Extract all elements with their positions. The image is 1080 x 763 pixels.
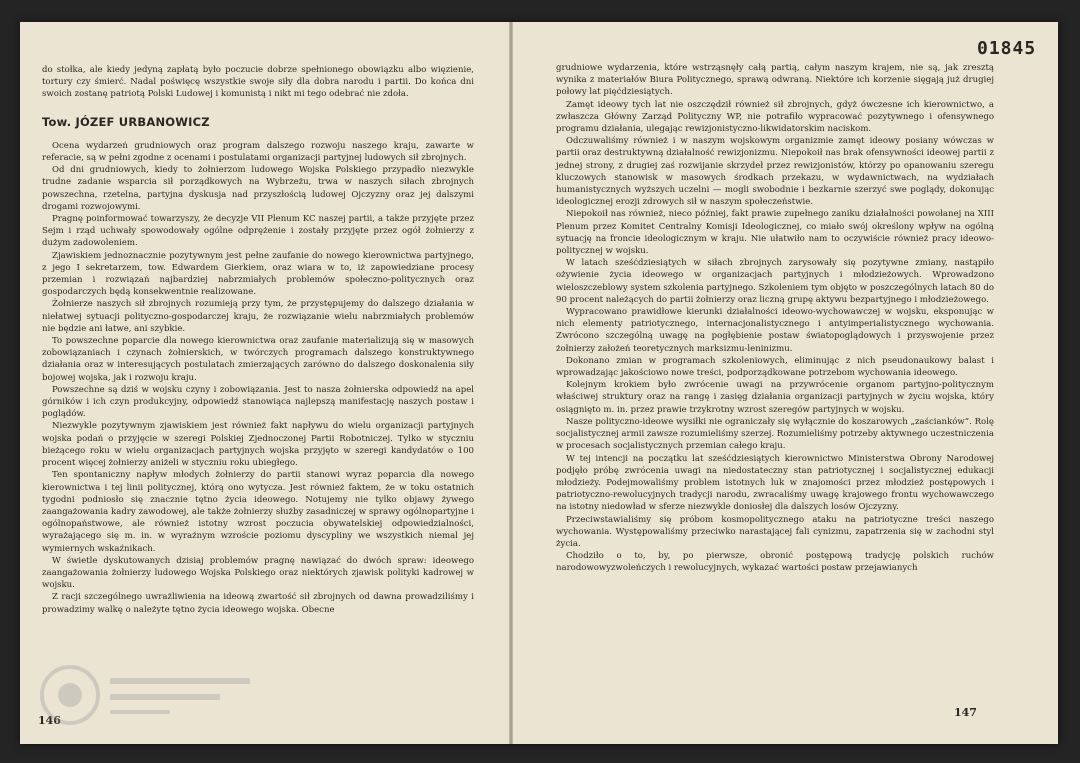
right-page: [513, 22, 1058, 744]
paragraph: Ten spontaniczny napływ młodych żołnierzy do partii stanowi wyraz poparcia dla nowego kierownictwa i tej linii politycznej, którą ono wytycza. Jest również faktem, że w toku ostatnich tygodni podniosło się znacznie tętno życia ideowego. Notujemy nie tylko objawy żywego zaangażowania kadry zawodowej, ale także żołnierzy służby zasadniczej w sprawy ogólnopartyjne i ogólnopaństwowe, ale również istotny wzrost poczucia obywatelskiej odpowiedzialności, wyrażającego się m. in. w wyraźnym wzroście poziomu dyscypliny we wszystkich niemal jej wymiernych wskaźnikach.: [42, 470, 474, 554]
speaker-heading: Tow. JÓZEF URBANOWICZ: [42, 114, 210, 129]
paragraph: Wypracowano prawidłowe kierunki działalności ideowo-wychowawczej w wojsku, eksponując w nich elementy patriotycznego, internacjonalistycznego i antyimperialistycznego wychowania. Zwrócono szczególną uwagę na pogłębienie postaw światopoglądowych i przyswojenie przez żołnierzy założeń teoretycznych marksizmu-leninizmu.: [556, 307, 994, 354]
paragraph: Przeciwstawialiśmy się próbom kosmopolitycznego ataku na patriotyczne treści naszego wychowania. Występowaliśmy przeciwko narastającej fali cynizmu, zapatrzenia się w zachodni styl życia.: [556, 514, 994, 549]
book-gutter: [509, 22, 513, 744]
paragraph: Zjawiskiem jednoznacznie pozytywnym jest pełne zaufanie do nowego kierownictwa partyjnego, z jego I sekretarzem, tow. Edwardem Gierkiem, oraz wiara w to, iż zapowiedziane procesy przemian i rozwiązań najbardziej nabrzmiałych problemów społeczno-politycznych oraz gospodarczych będą konsekwentnie realizowane.: [42, 250, 474, 298]
paragraph: Powszechne są dziś w wojsku czyny i zobowiązania. Jest to nasza żołnierska odpowiedź na apel górników i ich czyn produkcyjny, odpowiedź stanowiąca najlepszą manifestację naszych postaw i poglądów.: [42, 384, 474, 420]
paragraph: Niezwykle pozytywnym zjawiskiem jest również fakt napływu do wielu organizacji partyjnych wojska podań o przyjęcie w szeregi Polskiej Zjednoczonej Partii Robotniczej. Tylko w styczniu bieżącego roku w wielu organizacjach partyjnych wojska przyjęto w szeregi kandydatów o 100 procent więcej żołnierzy aniżeli w styczniu roku ubiegłego.: [42, 421, 474, 469]
paragraph: grudniowe wydarzenia, które wstrząsnęły całą partią, całym naszym krajem, nie są, jak zresztą wynika z materiałów Biura Politycznego, sprawą odwraną. Niektóre ich korzenie sięgają już drugiej połowy lat pięćdziesiątych.: [556, 63, 994, 98]
page-number-right: 147: [954, 706, 977, 719]
paragraph: To powszechne poparcie dla nowego kierownictwa oraz zaufanie materializują się w masowych zobowiązaniach i czynach żołnierskich, w twórczych programach dalszego konstruktywnego działania oraz w interesujących postulatach zmierzających zarówno do dalszego doskonalenia siły bojowej wojska, jak i rozwoju kraju.: [42, 336, 474, 383]
paragraph: Kolejnym krokiem było zwrócenie uwagi na przywrócenie organom partyjno-politycznym właściwej struktury oraz na rangę i zasięg działania organizacji partyjnych w życiu wojska, który osiągnięto m. in. przez prawie trzykrotny wzrost szeregów partyjnych w wojsku.: [556, 380, 994, 415]
paragraph: Nasze polityczno-ideowe wysiłki nie ograniczały się wyłącznie do koszarowych „zaścianków”. Rolę socjalistycznej armii zawsze rozumieliśmy szerzej. Rozumieliśmy potrzeby aktywnego uczestniczenia w procesach socjalistycznych przemian całego kraju.: [556, 416, 994, 452]
paragraph: Chodziło o to, by, po pierwsze, obronić postępową tradycję polskich ruchów narodowowyzwoleńczych i rewolucyjnych, wykazać wartości postaw przejawianych: [556, 551, 994, 574]
right-page-text: [556, 62, 994, 575]
paragraph: Zamęt ideowy tych lat nie oszczędził również sił zbrojnych, gdyż ówczesne ich kierownictwo, a zwłaszcza Główny Zarząd Polityczny WP, nie potrafiło wypracować pozytywnego i ofensywnego programu działania, ulegając rewizjonistyczno-likwidatorskim naciskom.: [556, 99, 994, 135]
archive-stamp-number: 01845: [977, 38, 1037, 59]
paragraph: Dokonano zmian w programach szkoleniowych, eliminując z nich pseudonaukowy balast i wprowadzając jakościowo nowe treści, podporządkowane potrzebom wychowania ideowego.: [556, 355, 994, 379]
paragraph: Niepokoił nas również, nieco później, fakt prawie zupełnego zaniku działalności powołanej na XIII Plenum przez Komitet Centralny Komisji Ideologicznej, co miało swój określony wpływ na ogólną sytuację na froncie ideologicznym w kraju. Nie ułatwiło nam to oczywiście również pracy ideowo-politycznej w wojsku.: [556, 209, 994, 257]
paragraph: Pragnę poinformować towarzyszy, że decyzje VII Plenum KC naszej partii, a także przyjęte przez Sejm i rząd uchwały spowodowały ogólne odprężenie i zostały przyjęte przez ogół żołnierzy z dużym zadowoleniem.: [42, 214, 474, 249]
left-page-text: [42, 64, 474, 616]
paragraph: W tej intencji na początku lat sześćdziesiątych kierownictwo Ministerstwa Obrony Narodowej podjęło próbę zwrócenia uwagi na niedostateczny stan patriotycznej i socjalistycznej edukacji młodzieży. Podejmowaliśmy problem istotnych luk w znajomości przez młodzież postępowych i patriotyczno-rewolucyjnych tradycji narodu, zwracaliśmy uwagę krajowego frontu wychowawczego na istotny niedowład w sferze niezwykle doniosłej dla dalszych losów Ojczyzny.: [556, 453, 994, 513]
paragraph: Ocena wydarzeń grudniowych oraz program dalszego rozwoju naszego kraju, zawarte w referacie, są w pełni zgodne z ocenami i postulatami organizacji partyjnej ludowych sił zbrojnych.: [42, 140, 474, 164]
left-page: [20, 22, 509, 744]
paragraph: Odczuwaliśmy również i w naszym wojskowym organizmie zamęt ideowy posiany wówczas w partii oraz destruktywną działalność rewizjonizmu. Niepokoił nas brak ofensywności ideowej partii z jednej strony, z drugiej zaś rozwijanie skrzydeł przez rewizjonistów, którzy po opanowaniu szeregu kluczowych stanowisk w masowych środkach przekazu, w wydawnictwach, na wydziałach humanistycznych wyższych uczelni — mogli swobodnie i bezkarnie szerzyć swe poglądy, dokonując ideologicznej erozji zdrowych sił w naszym społeczeństwie.: [556, 136, 994, 208]
paragraph: W świetle dyskutowanych dzisiaj problemów pragnę nawiązać do dwóch spraw: ideowego zaangażowania żołnierzy ludowego Wojska Polskiego oraz niektórych zjawisk polityki kadrowej w wojsku.: [42, 555, 474, 591]
book-spread: [20, 22, 1058, 744]
paragraph: W latach sześćdziesiątych w siłach zbrojnych zarysowały się pozytywne zmiany, nastąpiło ożywienie życia ideowego w organizacjach partyjnych i młodzieżowych. Wprowadzono wieloszczeblowy system szkolenia partyjnego. Szkoleniem tym objęto w poszczególnych latach 80 do 90 procent należących do partii żołnierzy oraz liczną grupę aktywu bezpartyjnego i młodzieżowego.: [556, 258, 994, 305]
paragraph: do stołka, ale kiedy jedyną zapłatą było poczucie dobrze spełnionego obowiązku albo więzienie, tortury czy śmierć. Nadal poświęcę wszystkie swoje siły dla dobra narodu i partii. Do końca dni swoich zostanę patriotą Polski Ludowej i komunistą i nikt mi tego odebrać nie zdoła.: [42, 65, 474, 100]
paragraph: Od dni grudniowych, kiedy to żołnierzom ludowego Wojska Polskiego przypadło niezwykle trudne zadanie wsparcia sił porządkowych na Wybrzeżu, trwa w naszych siłach zbrojnych powszechna, rzetelna, partyjna dyskusja nad przyszłością ludowej Ojczyzny oraz jej dalszymi drogami rozwojowymi.: [42, 165, 474, 212]
paragraph: Z racji szczególnego uwrażliwienia na ideową zwartość sił zbrojnych od dawna prowadziliśmy i prowadzimy walkę o należyte tętno życia ideowego wojska. Obecne: [42, 592, 474, 615]
page-number-left: 146: [38, 714, 61, 727]
paragraph: Żołnierze naszych sił zbrojnych rozumieją przy tym, że przystępujemy do dalszego działania w niełatwej sytuacji polityczno-gospodarczej kraju, że rozwiązanie wielu nabrzmiałych problemów nie będzie ani łatwe, ani szybkie.: [42, 299, 474, 334]
